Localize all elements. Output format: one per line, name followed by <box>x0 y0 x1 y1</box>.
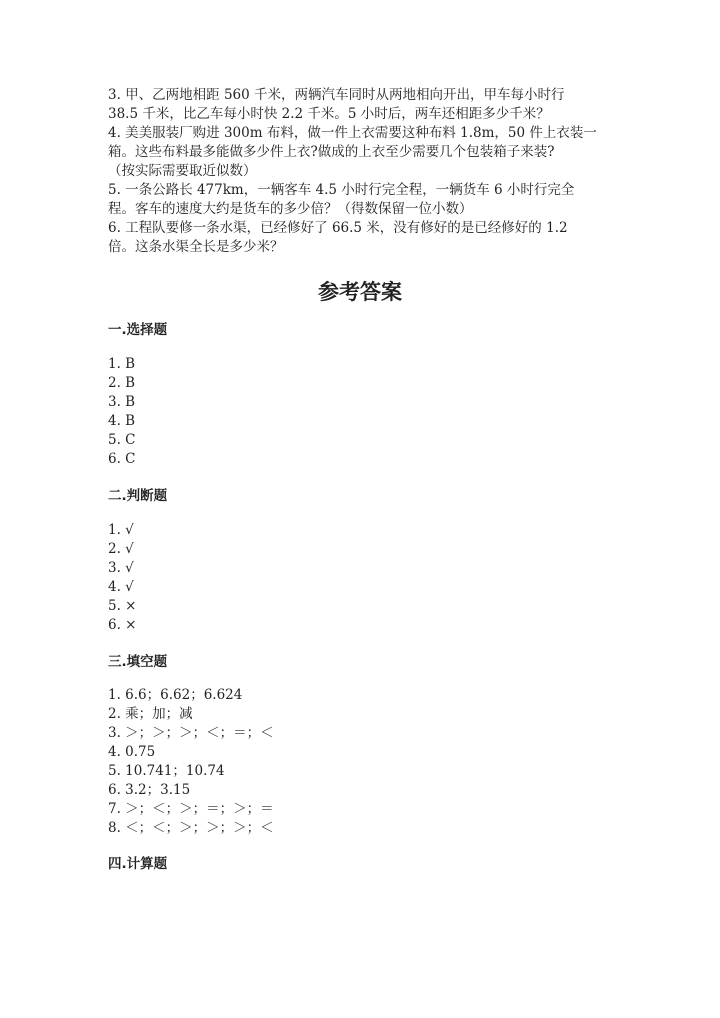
answer-item: 2. 乘；加；减 <box>108 706 193 722</box>
question-line: 箱。这些布料最多能做多少件上衣?做成的上衣至少需要几个包装箱子来装? <box>108 144 555 160</box>
answer-item: 6. × <box>108 617 137 633</box>
question-line: 38.5 千米，比乙车每小时快 2.2 千米。5 小时后，两车还相距多少千米？ <box>108 106 550 122</box>
section-heading-calc: 四.计算题 <box>108 856 168 872</box>
section-heading-fill: 三.填空题 <box>108 654 168 670</box>
question-line: 倍。这条水渠全长是多少米？ <box>108 239 284 255</box>
answer-item: 1. 6.6；6.62；6.624 <box>108 687 243 703</box>
judge-answers <box>108 521 608 635</box>
question-line: （按实际需要取近似数） <box>108 163 257 179</box>
answer-item: 3. B <box>108 394 136 410</box>
question-list <box>108 86 608 257</box>
choice-answers <box>108 355 608 469</box>
answer-item: 8. ＜；＜；＞；＞；＞；＜ <box>108 820 274 836</box>
question-line: 5. 一条公路长 477km，一辆客车 4.5 小时行完全程，一辆货车 6 小时行完全 <box>108 182 575 198</box>
question-line: 程。客车的速度大约是货车的多少倍？（得数保留一位小数） <box>108 201 473 217</box>
answer-item: 6. 3.2；3.15 <box>108 782 191 798</box>
section-heading-judge: 二.判断题 <box>108 488 168 504</box>
answer-item: 4. √ <box>108 579 134 595</box>
answer-title: 参考答案 <box>318 280 402 304</box>
fill-answers <box>108 686 608 838</box>
answer-item: 2. B <box>108 375 136 391</box>
answer-item: 2. √ <box>108 541 134 557</box>
answer-item: 5. × <box>108 598 137 614</box>
question-line: 6. 工程队要修一条水渠，已经修好了 66.5 米，没有修好的是已经修好的 1.2 <box>108 220 568 236</box>
answer-item: 4. 0.75 <box>108 744 156 760</box>
answer-item: 3. ＞；＞；＞；＜；＝；＜ <box>108 725 274 741</box>
section-heading-choice: 一.选择题 <box>108 322 168 338</box>
answer-item: 3. √ <box>108 560 134 576</box>
answer-item: 1. √ <box>108 522 134 538</box>
answer-item: 5. C <box>108 432 136 448</box>
answer-item: 7. ＞；＜；＞；＝；＞；＝ <box>108 801 274 817</box>
answer-item: 6. C <box>108 451 136 467</box>
answer-item: 4. B <box>108 413 136 429</box>
answer-item: 5. 10.741；10.74 <box>108 763 225 779</box>
question-line: 4. 美美服装厂购进 300m 布料，做一件上衣需要这种布料 1.8m，50 件上衣装一 <box>108 125 597 141</box>
answer-item: 1. B <box>108 356 136 372</box>
question-line: 3. 甲、乙两地相距 560 千米，两辆汽车同时从两地相向开出，甲车每小时行 <box>108 87 565 103</box>
